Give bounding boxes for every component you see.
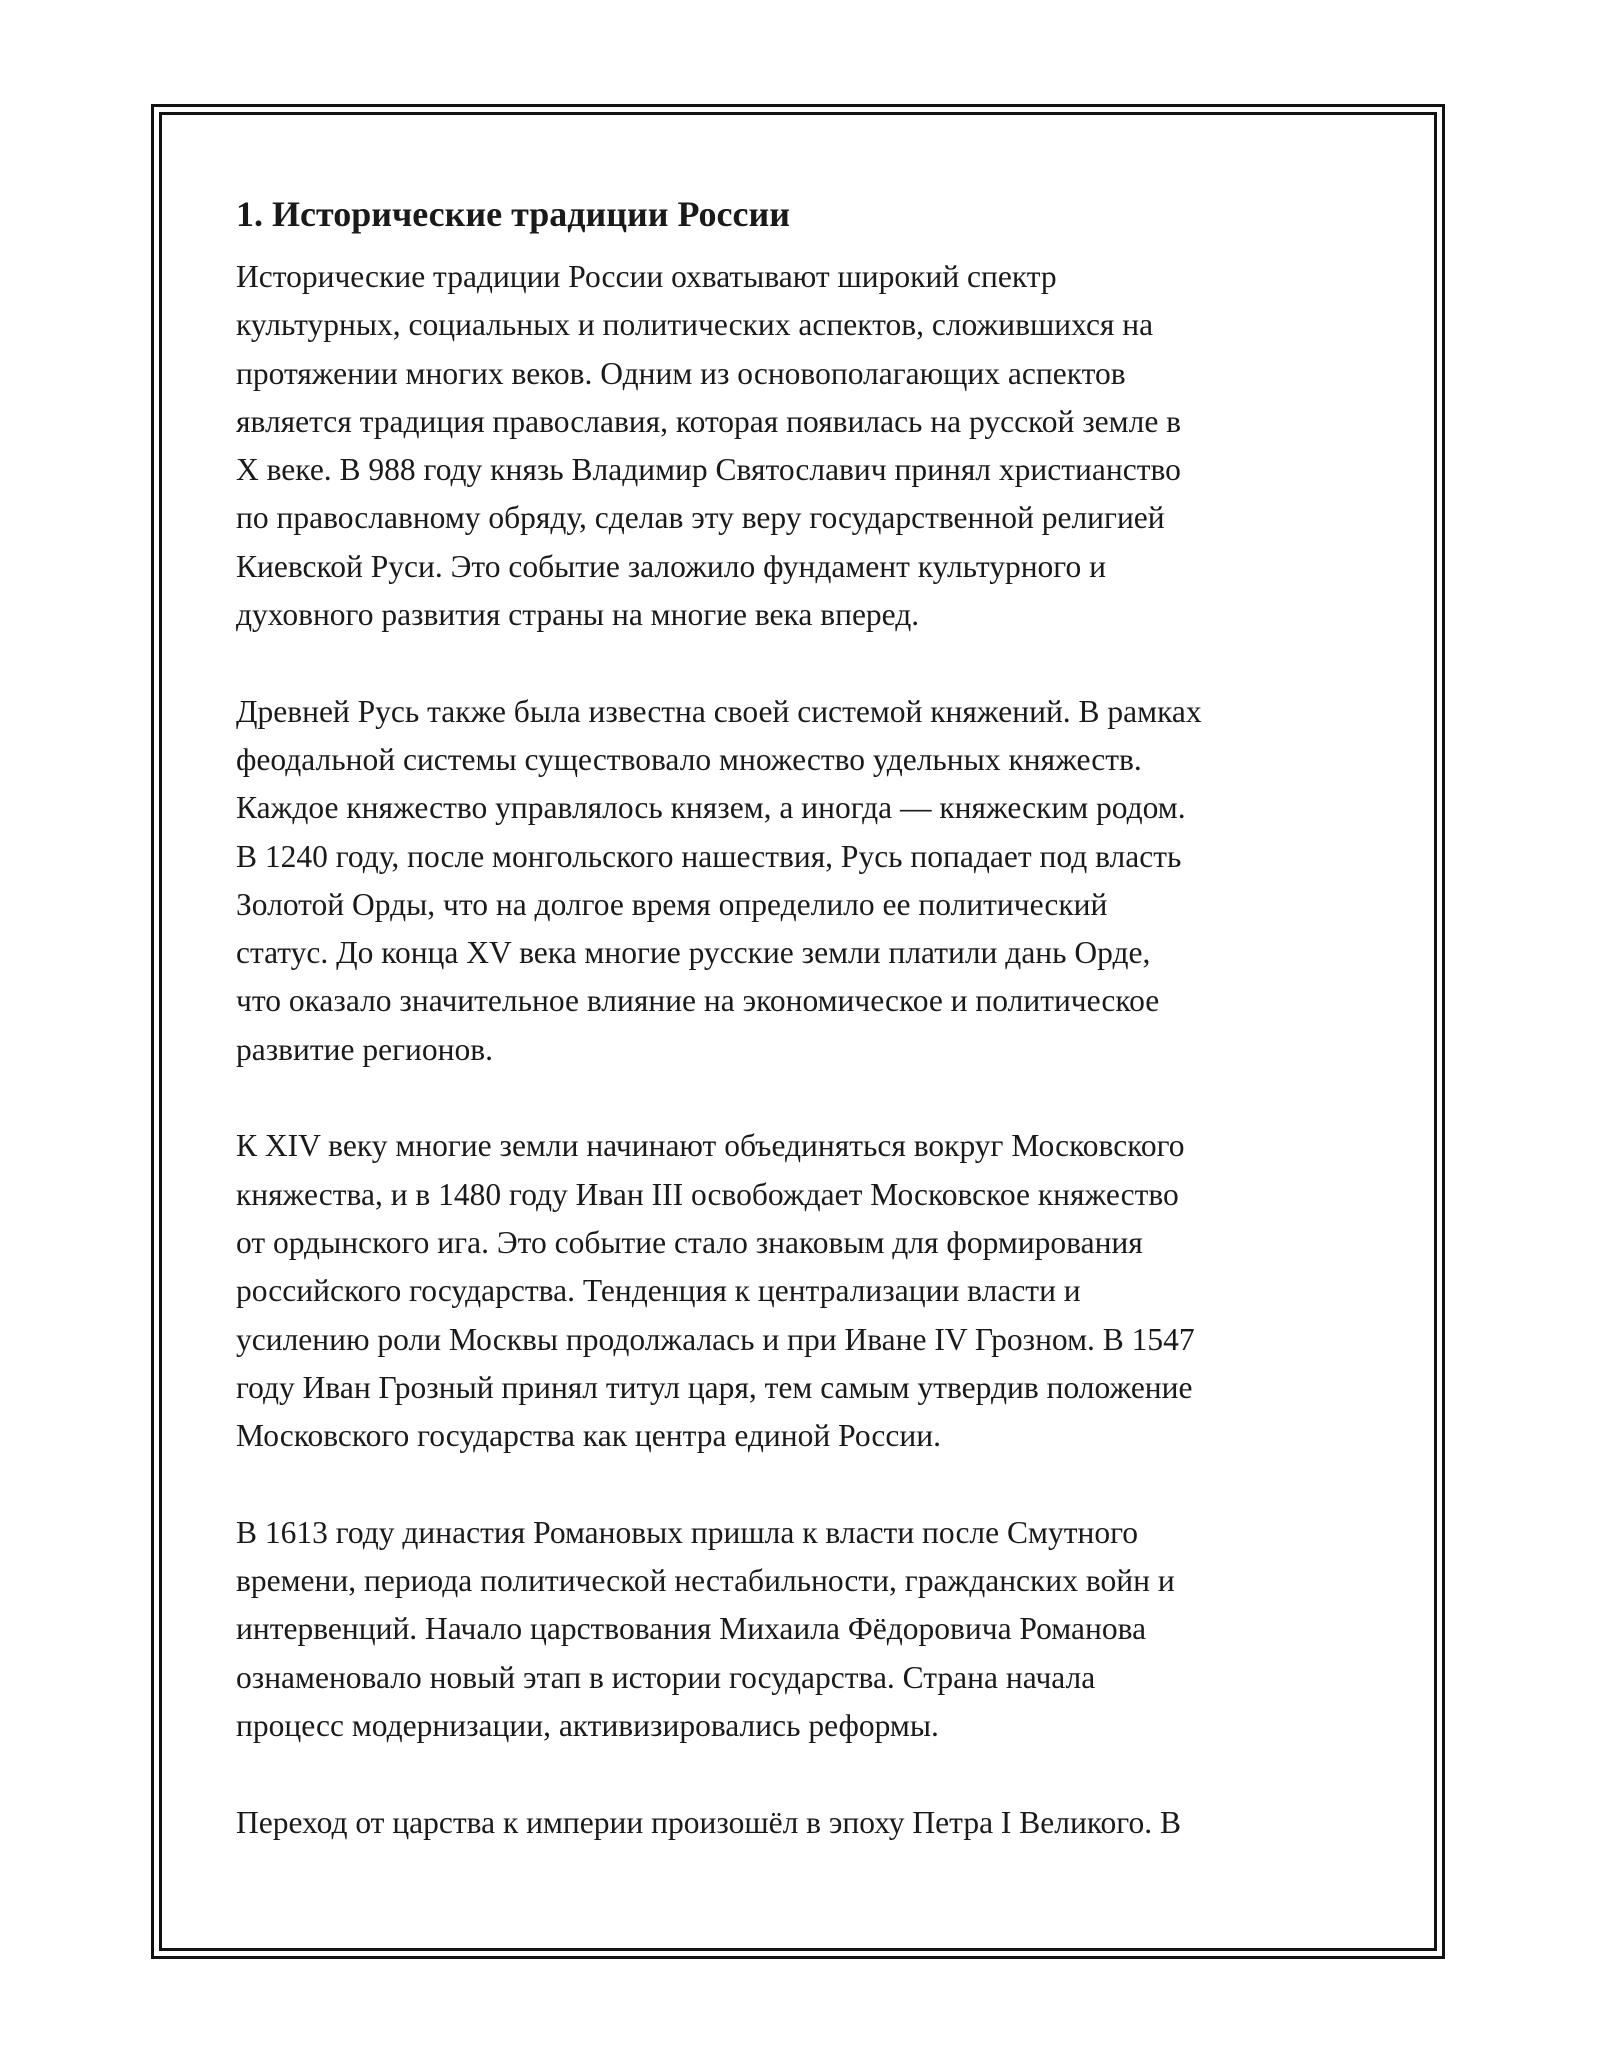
text-line: времени, периода политической нестабильности, гражданских войн и — [236, 1563, 1175, 1599]
text-line: статус. До конца XV века многие русские земли платили дань Орде, — [236, 935, 1151, 971]
text-line: по православному обряду, сделав эту веру государственной религией — [236, 500, 1165, 536]
text-line: В 1613 году династия Романовых пришла к власти после Смутного — [236, 1514, 1138, 1550]
paragraph-spacer — [236, 1074, 1386, 1122]
text-line: Каждое княжество управлялось князем, а иногда — княжеским родом. — [236, 790, 1186, 826]
section-heading: 1. Исторические традиции России — [236, 194, 790, 234]
text-line: Исторические традиции России охватывают широкий спектр — [236, 259, 1057, 294]
paragraph-principalities — [236, 688, 1386, 1074]
text-line: протяжении многих веков. Одним из основополагающих аспектов — [236, 355, 1126, 391]
text-line: Древней Русь также была известна своей системой княжений. В рамках — [236, 693, 1202, 729]
text-line: В 1240 году, после монгольского нашествия, Русь попадает под власть — [236, 838, 1182, 874]
text-line: усилению роли Москвы продолжалась и при Иване IV Грозном. В 1547 — [236, 1321, 1195, 1357]
paragraph-spacer — [236, 1460, 1386, 1508]
paragraph-empire — [236, 1799, 1386, 1847]
paragraph-spacer — [236, 1750, 1386, 1798]
text-line: Московского государства как центра единой России. — [236, 1418, 941, 1454]
text-line: княжества, и в 1480 году Иван III освобождает Московское княжество — [236, 1176, 1179, 1212]
paragraph-spacer — [236, 639, 1386, 687]
text-line: духовного развития страны на многие века вперед. — [236, 597, 920, 633]
paragraph-moscow — [236, 1122, 1386, 1460]
text-line: культурных, социальных и политических аспектов, сложившихся на — [236, 307, 1154, 343]
text-line: развитие регионов. — [236, 1031, 493, 1067]
text-line: интервенций. Начало царствования Михаила Фёдоровича Романова — [236, 1611, 1147, 1647]
text-line: К XIV веку многие земли начинают объединяться вокруг Московского — [236, 1128, 1185, 1164]
text-line: от ордынского ига. Это событие стало знаковым для формирования — [236, 1224, 1143, 1260]
text-line: X веке. В 988 году князь Владимир Святославич принял христианство — [236, 452, 1181, 488]
text-line: что оказало значительное влияние на экономическое и политическое — [236, 983, 1160, 1019]
text-line: Золотой Орды, что на долгое время определило ее политический — [236, 886, 1108, 922]
text-line: ознаменовало новый этап в истории государства. Страна начала — [236, 1659, 1096, 1695]
document-body — [236, 185, 1386, 1847]
text-line: Киевской Руси. Это событие заложило фундамент культурного и — [236, 548, 1106, 584]
text-line: Переход от царства к империи произошёл в эпоху Петра I Великого. В — [236, 1804, 1181, 1840]
paragraph-romanovs — [236, 1509, 1386, 1750]
text-line: является традиция православия, которая появилась на русской земле в — [236, 403, 1182, 439]
text-line: процесс модернизации, активизировались реформы. — [236, 1707, 939, 1743]
text-line: феодальной системы существовало множество удельных княжеств. — [236, 741, 1142, 777]
paragraph-orthodoxy — [236, 253, 1386, 639]
text-line: году Иван Грозный принял титул царя, тем самым утвердив положение — [236, 1369, 1193, 1405]
text-line: российского государства. Тенденция к централизации власти и — [236, 1273, 1081, 1309]
